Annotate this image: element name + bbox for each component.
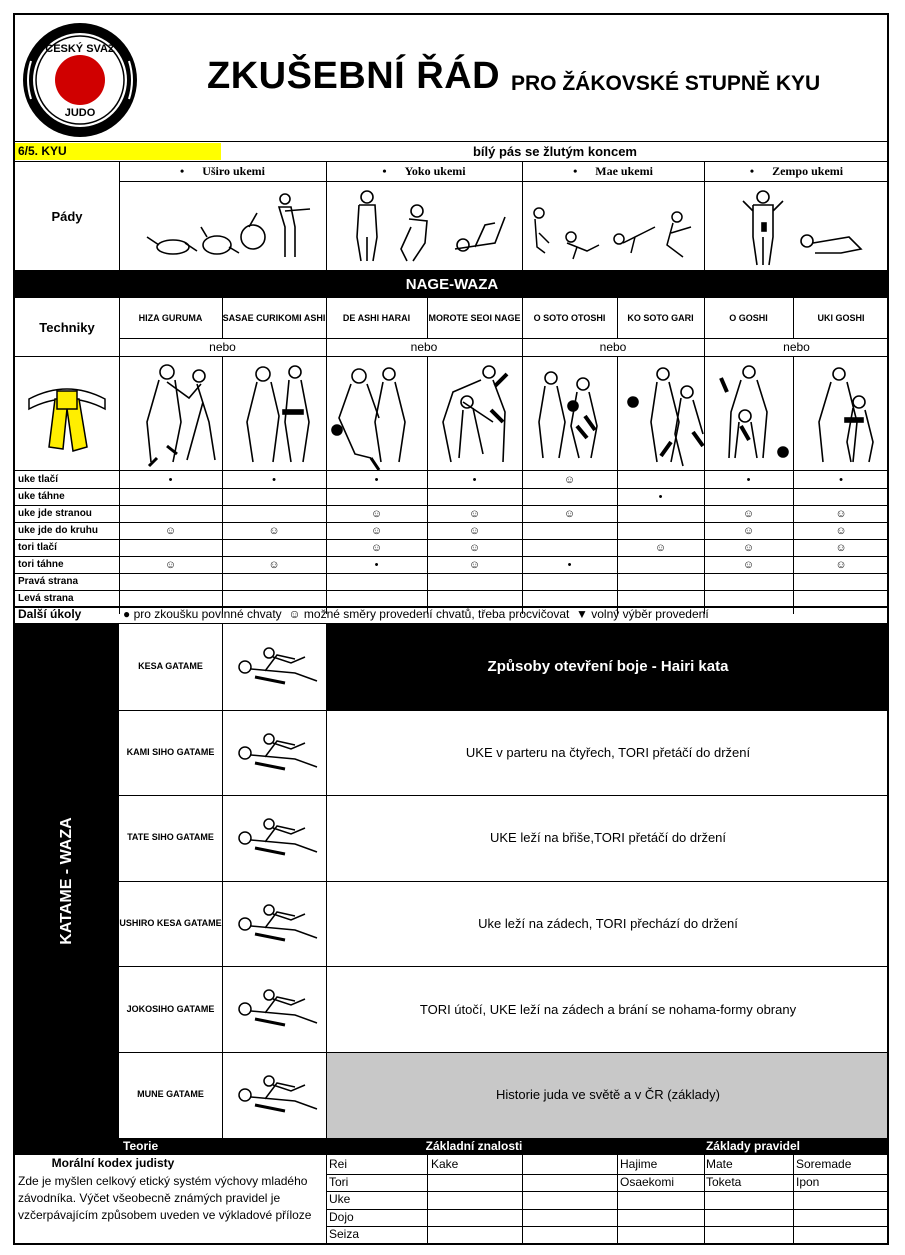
direction-mark — [617, 522, 704, 539]
techniky-label: Techniky — [39, 319, 95, 335]
direction-row-label: tori tlačí — [18, 542, 57, 553]
direction-mark: ☺ — [468, 524, 481, 537]
direction-mark — [522, 539, 617, 556]
katame-waza-title: KATAME - WAZA — [58, 817, 75, 945]
direction-mark: ☺ — [370, 507, 383, 520]
nage-waza-title: NAGE-WAZA — [15, 271, 889, 298]
direction-mark: • — [658, 490, 663, 503]
nebo-label: nebo — [783, 340, 810, 354]
direction-mark: ☺ — [164, 524, 177, 537]
direction-mark: ☺ — [468, 541, 481, 554]
technique-name: MOROTE SEOI NAGE — [428, 312, 521, 323]
katame-technique-name: KAMI SIHO GATAME — [126, 746, 215, 757]
technique-name: KO SOTO GARI — [627, 312, 694, 323]
katame-technique-name: USHIRO KESA GATAME — [119, 918, 222, 929]
ushiro-ukemi-illustration — [145, 187, 315, 265]
direction-mark — [222, 590, 326, 607]
direction-row-label: tori táhne — [18, 559, 64, 570]
direction-mark — [793, 488, 889, 505]
direction-mark: • — [746, 473, 751, 486]
direction-mark — [427, 488, 522, 505]
katame-task: UKE leží na břiše,TORI přetáčí do držení — [327, 795, 889, 881]
direction-mark — [326, 590, 427, 607]
zempo-ukemi-illustration — [731, 187, 871, 267]
znalosti-term: Seiza — [329, 1227, 360, 1242]
direction-mark — [704, 488, 793, 505]
katame-task: UKE v parteru na čtyřech, TORI přetáčí do držení — [327, 710, 889, 796]
direction-mark: ☺ — [742, 524, 755, 537]
direction-mark: ☺ — [164, 558, 177, 571]
direction-mark: ☺ — [742, 541, 755, 554]
direction-mark: • — [472, 473, 477, 486]
direction-mark — [522, 488, 617, 505]
direction-mark — [119, 590, 222, 607]
direction-mark: • — [168, 473, 173, 486]
pravidla-term: Toketa — [706, 1174, 742, 1189]
logo — [21, 21, 139, 139]
pady-item: • Yoko ukemi — [382, 164, 466, 178]
pravidla-term: Osaekomi — [620, 1174, 675, 1189]
katame-illustration — [225, 894, 321, 954]
technique-illustrations — [119, 356, 889, 470]
page-subtitle: PRO ŽÁKOVSKÉ STUPNĚ KYU — [511, 72, 821, 95]
katame-task: Historie juda ve světě a v ČR (základy) — [327, 1052, 889, 1138]
direction-mark: ☺ — [742, 507, 755, 520]
nebo-label: nebo — [209, 340, 236, 354]
direction-mark — [222, 488, 326, 505]
direction-mark — [617, 505, 704, 522]
direction-mark: ☺ — [268, 558, 280, 571]
teorie-label: Teorie — [123, 1139, 159, 1153]
logo-top-text: ČESKÝ SVAZ — [45, 43, 115, 55]
moral-text: Zde je myšlen celkový etický systém výchovy mladého závodníka. Výčet všeobecně známých pravidel je vzčerpávajícím způsobem uveden ve výkladové příloze — [18, 1174, 312, 1222]
katame-illustration — [225, 723, 321, 783]
dalsi-ukoly-label: Další úkoly — [18, 607, 82, 621]
direction-mark — [119, 505, 222, 522]
znalosti-term: Uke — [329, 1192, 351, 1207]
katame-technique-name: KESA GATAME — [138, 661, 203, 672]
direction-mark: • — [374, 558, 379, 571]
direction-mark — [326, 573, 427, 590]
direction-mark — [617, 556, 704, 573]
moral-title: Morální kodex judisty — [51, 1156, 175, 1170]
technique-name: SASAE CURIKOMI ASHI — [222, 312, 326, 323]
znalosti-term: Dojo — [329, 1209, 354, 1224]
direction-mark — [119, 573, 222, 590]
katame-task: Uke leží na zádech, TORI přechází do držení — [327, 881, 889, 967]
direction-mark: ☺ — [654, 541, 667, 554]
direction-row-label: uke jde do kruhu — [18, 525, 99, 536]
direction-mark — [522, 522, 617, 539]
direction-mark: • — [374, 473, 379, 486]
technique-name: DE ASHI HARAI — [342, 312, 411, 323]
direction-mark: • — [839, 473, 843, 486]
znalosti-term: Rei — [329, 1157, 348, 1171]
belt-description: bílý pás se žlutým koncem — [472, 144, 637, 159]
pravidla-term: Hajime — [620, 1157, 658, 1171]
zaklady-pravidel-label: Základy pravidel — [705, 1139, 801, 1153]
direction-mark — [617, 471, 704, 488]
exam-sheet — [13, 13, 889, 1245]
direction-mark — [427, 590, 522, 607]
direction-mark: ☺ — [835, 524, 847, 537]
direction-mark — [222, 539, 326, 556]
direction-mark — [222, 505, 326, 522]
katame-task: TORI útočí, UKE leží na zádech a brání se nohama-formy obrany — [327, 966, 889, 1052]
direction-mark — [617, 590, 704, 607]
direction-mark — [427, 573, 522, 590]
direction-mark — [793, 590, 889, 607]
logo-bottom-text: JUDO — [64, 107, 96, 119]
pady-label: Pády — [51, 208, 83, 224]
judo-logo-icon — [21, 21, 139, 139]
direction-mark: • — [567, 558, 572, 571]
pravidla-term: Ipon — [796, 1174, 820, 1189]
technique-name: UKI GOSHI — [817, 312, 865, 323]
zakladni-znalosti-label: Základní znalosti — [425, 1139, 523, 1153]
direction-mark — [704, 590, 793, 607]
direction-row-label: Levá strana — [18, 593, 74, 604]
direction-row-label: Pravá strana — [18, 576, 79, 587]
pady-item: • Uširo ukemi — [180, 164, 265, 178]
direction-row-label: uke táhne — [18, 491, 65, 502]
pravidla-term: Soremade — [796, 1157, 852, 1171]
nebo-label: nebo — [599, 340, 627, 354]
direction-mark: ☺ — [370, 524, 383, 537]
direction-mark — [119, 539, 222, 556]
technique-name: O GOSHI — [729, 312, 768, 323]
nebo-label: nebo — [410, 340, 438, 354]
direction-mark — [793, 573, 889, 590]
direction-mark: ☺ — [563, 507, 576, 520]
technique-name: HIZA GURUMA — [138, 312, 203, 323]
katame-illustration — [225, 1065, 321, 1125]
direction-mark: • — [272, 473, 276, 486]
direction-row-label: uke tlačí — [18, 474, 59, 485]
page-title: ZKUŠEBNÍ ŘÁD — [207, 55, 501, 97]
direction-mark — [617, 573, 704, 590]
katame-technique-name: JOKOSIHO GATAME — [126, 1003, 215, 1014]
direction-row-label: uke jde stranou — [18, 508, 92, 519]
yellow-belt-icon — [25, 377, 109, 455]
katame-technique-name: MUNE GATAME — [137, 1089, 204, 1100]
znalosti-term: Tori — [329, 1174, 349, 1189]
direction-mark: ☺ — [742, 558, 755, 571]
pady-item: • Mae ukemi — [573, 164, 653, 178]
direction-mark: ☺ — [370, 541, 383, 554]
direction-mark: ☺ — [835, 541, 847, 554]
direction-mark — [222, 573, 326, 590]
direction-mark: ☺ — [563, 473, 576, 486]
pravidla-term: Mate — [706, 1157, 733, 1171]
direction-mark: ☺ — [835, 558, 847, 571]
katame-illustration — [225, 979, 321, 1039]
direction-mark: ☺ — [468, 558, 481, 571]
direction-mark — [326, 488, 427, 505]
direction-mark — [119, 488, 222, 505]
znalosti-term: Kake — [431, 1157, 459, 1171]
direction-mark: ☺ — [268, 524, 280, 537]
direction-mark — [704, 573, 793, 590]
katame-task: Způsoby otevření boje - Hairi kata — [327, 624, 889, 710]
katame-technique-name: TATE SIHO GATAME — [127, 832, 214, 843]
pady-item: • Zempo ukemi — [749, 164, 844, 178]
direction-mark — [522, 573, 617, 590]
katame-illustration — [225, 637, 321, 697]
kyu-grade: 6/5. KYU — [18, 144, 67, 158]
mae-ukemi-illustration — [527, 187, 699, 265]
katame-illustration — [225, 808, 321, 868]
yoko-ukemi-illustration — [345, 187, 510, 265]
direction-mark: ☺ — [468, 507, 481, 520]
technique-name: O SOTO OTOSHI — [533, 312, 606, 323]
direction-mark: ☺ — [835, 507, 847, 520]
dalsi-ukoly-legend: ● pro zkoušku povinné chvaty ☺ možné směry provedení chvatů, třeba procvičovat ▼ volný výběr provedení — [123, 607, 709, 621]
direction-mark — [522, 590, 617, 607]
